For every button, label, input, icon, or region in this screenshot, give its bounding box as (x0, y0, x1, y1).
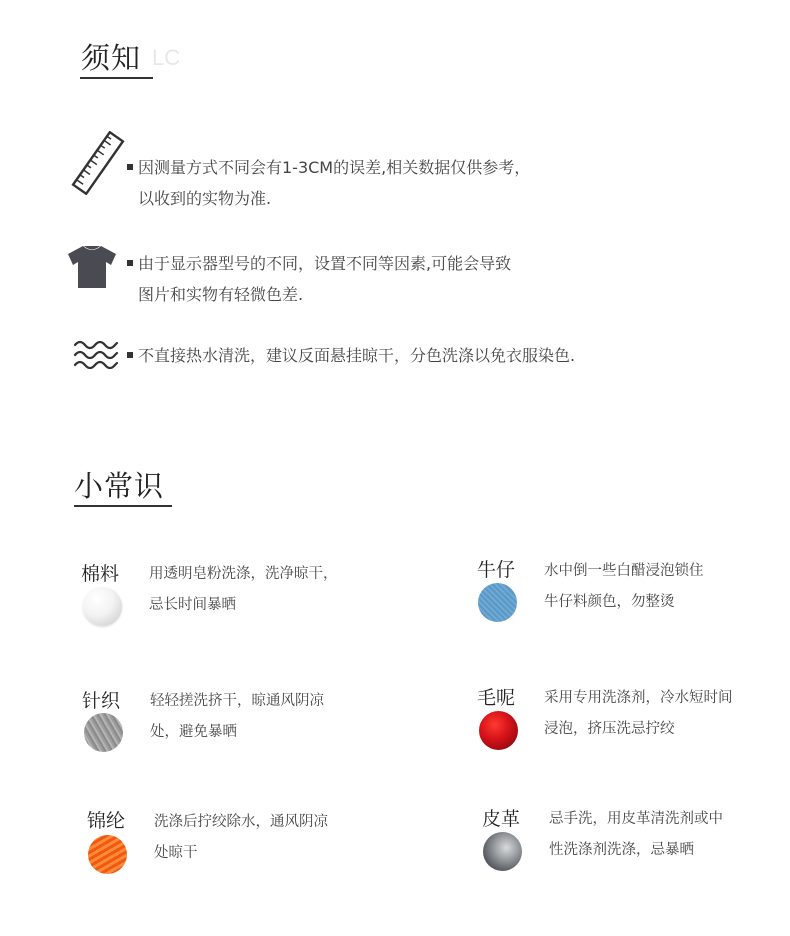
fabric-name-wool: 毛呢 (477, 687, 516, 709)
notice-item-ruler (127, 152, 530, 214)
fabric-name-cotton: 棉料 (81, 563, 120, 585)
tips-title: 小常识 (74, 469, 165, 503)
fabric-desc-nylon (154, 807, 328, 869)
fabric-swatch-knit (84, 713, 123, 752)
notice-ruler-line-2: 以收到的实物为准. (138, 189, 272, 208)
fabric-name-knit: 针织 (82, 690, 121, 712)
fabric-desc-denim (544, 556, 704, 618)
tshirt-icon (66, 244, 118, 290)
notice-tshirt-line-1: 由于显示器型号的不同，设置不同等因素,可能会导致 (138, 254, 512, 273)
notice-waves-line-1: 不直接热水清洗，建议反面悬挂晾干，分色洗涤以免衣服染色. (138, 346, 576, 365)
fabric-desc-knit (150, 686, 324, 748)
notice-item-tshirt (127, 248, 511, 310)
notice-title: 须知 (81, 41, 142, 75)
bullet-icon (127, 352, 133, 358)
fabric-desc-cotton (149, 559, 338, 621)
fabric-desc-line: 忌长时间暴晒 (149, 597, 236, 613)
notice-title-underline (80, 77, 153, 79)
fabric-swatch-denim (478, 583, 517, 622)
tips-title-underline (74, 505, 172, 507)
fabric-swatch-nylon (88, 835, 127, 874)
fabric-name-denim: 牛仔 (477, 559, 516, 581)
fabric-desc-line: 浸泡，挤压洗忌拧绞 (544, 721, 675, 737)
ruler-icon (70, 131, 126, 195)
fabric-name-nylon: 锦纶 (87, 810, 126, 832)
fabric-desc-line: 处，避免暴晒 (150, 724, 237, 740)
fabric-swatch-leather (483, 832, 522, 871)
notice-item-waves (127, 340, 575, 371)
notice-title-watermark: LC (152, 45, 181, 70)
bullet-icon (127, 260, 133, 266)
fabric-desc-line: 采用专用洗涤剂，冷水短时间 (544, 690, 733, 706)
fabric-desc-line: 洗涤后拧绞除水，通风阴凉 (154, 814, 328, 830)
fabric-desc-line: 牛仔料颜色，勿整烫 (544, 594, 675, 610)
water-waves-icon (73, 338, 119, 372)
fabric-swatch-wool (479, 711, 518, 750)
bullet-icon (127, 164, 133, 170)
fabric-desc-line: 轻轻搓洗挤干，晾通风阴凉 (150, 693, 324, 709)
fabric-desc-line: 水中倒一些白醋浸泡锁住 (544, 563, 704, 579)
fabric-name-leather: 皮革 (482, 808, 521, 830)
fabric-desc-line: 性洗涤剂洗涤，忌暴晒 (549, 842, 694, 858)
fabric-desc-line: 忌手洗，用皮革清洗剂或中 (549, 811, 723, 827)
notice-ruler-line-1: 因测量方式不同会有1-3CM的误差,相关数据仅供参考， (138, 158, 531, 177)
fabric-desc-line: 处晾干 (154, 845, 198, 861)
fabric-swatch-cotton (83, 587, 122, 626)
fabric-desc-line: 用透明皂粉洗涤，洗净晾干， (149, 566, 338, 582)
fabric-desc-leather (549, 804, 723, 866)
fabric-desc-wool (544, 683, 733, 745)
notice-tshirt-line-2: 图片和实物有轻微色差. (138, 285, 304, 304)
